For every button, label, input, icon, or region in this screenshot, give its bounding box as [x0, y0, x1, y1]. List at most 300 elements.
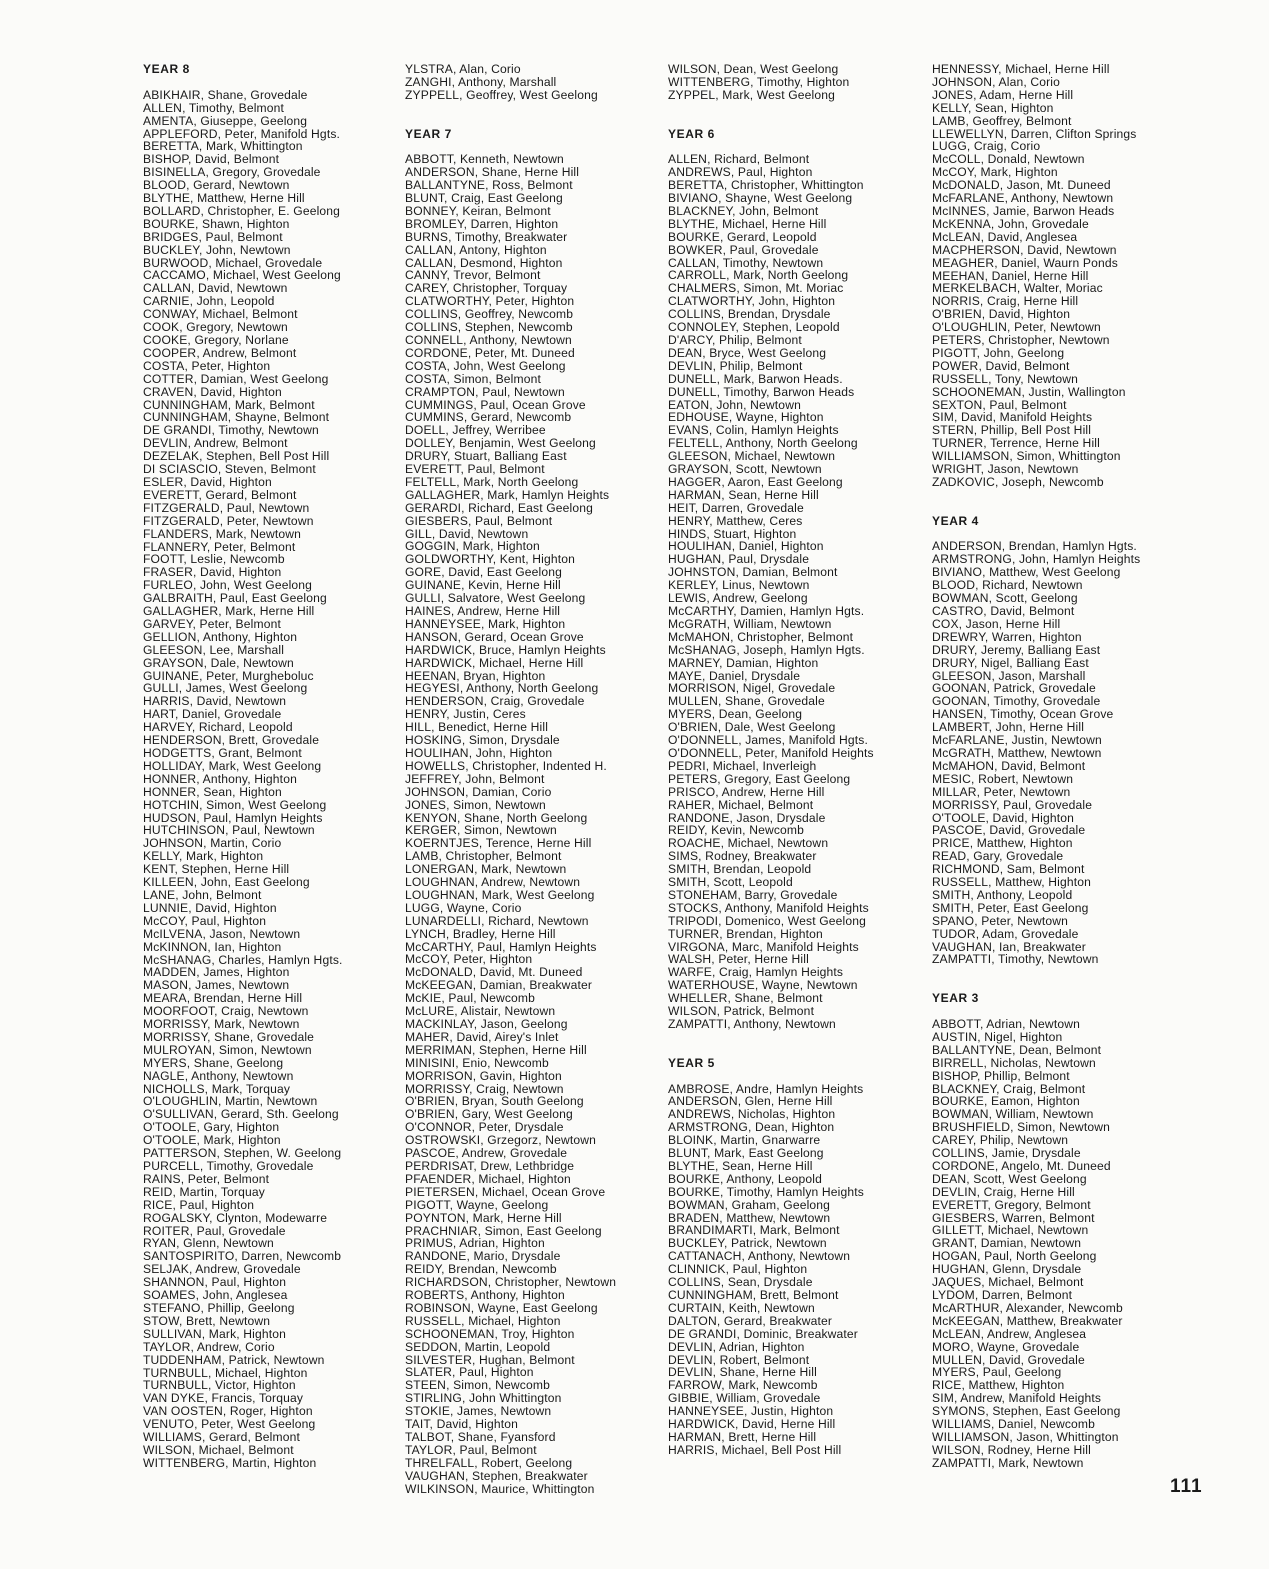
- student-entry: JOHNSTON, Damian, Belmont: [668, 565, 838, 580]
- student-entry: CUMMINS, Gerard, Newcomb: [405, 410, 572, 425]
- student-entry: EDHOUSE, Wayne, Highton: [668, 410, 824, 425]
- student-entry: BUCKLEY, Patrick, Newtown: [668, 1236, 827, 1251]
- student-entry: FRASER, David, Highton: [143, 565, 282, 580]
- student-entry: TALBOT, Shane, Fyansford: [405, 1430, 556, 1445]
- student-entry: JONES, Adam, Herne Hill: [932, 87, 1074, 102]
- student-entry: BOURKE, Shawn, Highton: [143, 216, 290, 231]
- student-entry: McLURE, Alistair, Newtown: [405, 1004, 556, 1019]
- student-entry: CALLAN, Timothy, Newtown: [668, 255, 824, 270]
- student-entry: RICHARDSON, Christopher, Newtown: [405, 1275, 617, 1290]
- student-entry: BOWKER, Paul, Grovedale: [668, 242, 819, 257]
- student-entry: READ, Gary, Grovedale: [932, 849, 1064, 864]
- student-entry: DEZELAK, Stephen, Bell Post Hill: [143, 449, 330, 464]
- student-entry: RUSSELL, Michael, Highton: [405, 1313, 561, 1328]
- student-entry: MERRIMAN, Stephen, Herne Hill: [405, 1042, 587, 1057]
- student-entry: COLLINS, Brendan, Drysdale: [668, 307, 831, 322]
- student-entry: HOULIHAN, John, Highton: [405, 745, 553, 760]
- year-heading: YEAR 7: [405, 126, 452, 141]
- student-entry: BUCKLEY, John, Newtown: [143, 242, 291, 257]
- student-entry: DRURY, Stuart, Balliang East: [405, 449, 567, 464]
- student-entry: WARFE, Craig, Hamlyn Heights: [668, 965, 844, 980]
- student-entry: MORRISON, Gavin, Highton: [405, 1068, 562, 1083]
- student-entry: CORDONE, Angelo, Mt. Duneed: [932, 1158, 1111, 1173]
- student-entry: McINNES, Jamie, Barwon Heads: [932, 203, 1115, 218]
- student-entry: VIRGONA, Marc, Manifold Heights: [668, 939, 859, 954]
- student-entry: HARDWICK, Michael, Herne Hill: [405, 655, 584, 670]
- student-entry: WILLIAMS, Daniel, Newcomb: [932, 1417, 1096, 1432]
- student-entry: GULLI, James, West Geelong: [143, 681, 308, 696]
- student-entry: PURCELL, Timothy, Grovedale: [143, 1159, 314, 1174]
- student-entry: VAUGHAN, Stephen, Breakwater: [405, 1468, 588, 1483]
- student-entry: CANNY, Trevor, Belmont: [405, 268, 541, 283]
- student-entry: MADDEN, James, Highton: [143, 965, 290, 980]
- student-entry: REIDY, Brendan, Newcomb: [405, 1262, 557, 1277]
- student-entry: CHALMERS, Simon, Mt. Moriac: [668, 281, 844, 296]
- student-entry: MACKINLAY, Jason, Geelong: [405, 1017, 568, 1032]
- student-entry: GOGGIN, Mark, Highton: [405, 539, 540, 554]
- student-entry: SYMONS, Stephen, East Geelong: [932, 1404, 1121, 1419]
- student-entry: RUSSELL, Matthew, Highton: [932, 875, 1092, 890]
- student-entry: HOSKING, Simon, Drysdale: [405, 733, 560, 748]
- student-entry: SANTOSPIRITO, Darren, Newcomb: [143, 1249, 342, 1264]
- student-entry: KENT, Stephen, Herne Hill: [143, 862, 290, 877]
- student-entry: MYERS, Dean, Geelong: [668, 707, 803, 722]
- student-entry: MORRISSY, Craig, Newtown: [405, 1081, 564, 1096]
- student-entry: BISINELLA, Gregory, Grovedale: [143, 165, 321, 180]
- student-entry: COSTA, Simon, Belmont: [405, 371, 541, 386]
- student-entry: GORE, David, East Geelong: [405, 565, 563, 580]
- student-entry: DALTON, Gerard, Breakwater: [668, 1313, 833, 1328]
- student-entry: CLATWORTHY, Peter, Highton: [405, 294, 575, 309]
- student-entry: BLYTHE, Matthew, Herne Hill: [143, 191, 305, 206]
- student-entry: WILSON, Rodney, Herne Hill: [932, 1442, 1091, 1457]
- student-entry: SEXTON, Paul, Belmont: [932, 397, 1067, 412]
- student-entry: CONNELL, Anthony, Newtown: [405, 332, 572, 347]
- spacer: [405, 115, 655, 128]
- student-entry: HODGETTS, Grant, Belmont: [143, 746, 302, 761]
- student-entry: JOHNSON, Damian, Corio: [405, 784, 552, 799]
- student-entry: McKEEGAN, Matthew, Breakwater: [932, 1313, 1123, 1328]
- student-entry: HOWELLS, Christopher, Indented H.: [405, 758, 607, 773]
- student-entry: McFARLANE, Justin, Newtown: [932, 733, 1102, 748]
- student-entry: DUNELL, Timothy, Barwon Heads: [668, 384, 855, 399]
- student-entry: CALLAN, Desmond, Highton: [405, 255, 563, 270]
- student-entry: BOURKE, Eamon, Highton: [932, 1094, 1080, 1109]
- student-entry: GLEESON, Jason, Marshall: [932, 668, 1086, 683]
- student-entry: BISHOP, Phillip, Belmont: [932, 1068, 1070, 1083]
- student-entry: LANE, John, Belmont: [143, 887, 262, 902]
- student-entry: NAGLE, Anthony, Newtown: [143, 1068, 294, 1083]
- student-entry: O'BRIEN, Bryan, South Geelong: [405, 1094, 584, 1109]
- student-entry: BOWMAN, William, Newtown: [932, 1107, 1094, 1122]
- student-entry: GALLAGHER, Mark, Hamlyn Heights: [405, 487, 610, 502]
- student-entry: BURWOOD, Michael, Grovedale: [143, 255, 323, 270]
- student-entry: CLINNICK, Paul, Highton: [668, 1262, 808, 1277]
- student-entry: STERN, Phillip, Bell Post Hill: [932, 423, 1092, 438]
- student-entry: SMITH, Brendan, Leopold: [668, 862, 812, 877]
- column-1: [143, 63, 393, 1470]
- student-entry: DEVLIN, Philip, Belmont: [668, 358, 803, 373]
- student-entry: ANDERSON, Shane, Herne Hill: [405, 165, 580, 180]
- student-entry: HANSEN, Timothy, Ocean Grove: [932, 707, 1114, 722]
- student-entry: BERETTA, Mark, Whittington: [143, 139, 303, 154]
- student-entry: GLEESON, Michael, Newtown: [668, 449, 836, 464]
- student-entry: FLANNERY, Peter, Belmont: [143, 539, 296, 554]
- student-entry: COX, Jason, Herne Hill: [932, 616, 1061, 631]
- student-entry: BRANDIMARTI, Mark, Belmont: [668, 1223, 840, 1238]
- student-entry: McDONALD, David, Mt. Duneed: [405, 965, 583, 980]
- column-3: [668, 63, 918, 1457]
- student-entry: DE GRANDI, Timothy, Newtown: [143, 423, 319, 438]
- student-entry: McCARTHY, Paul, Hamlyn Heights: [405, 939, 597, 954]
- student-entry: RANDONE, Jason, Drysdale: [668, 810, 826, 825]
- student-entry: APPLEFORD, Peter, Manifold Hgts.: [143, 126, 341, 141]
- student-entry: ABBOTT, Adrian, Newtown: [932, 1016, 1080, 1031]
- student-entry: WILKINSON, Maurice, Whittington: [405, 1481, 595, 1496]
- student-entry: STEFANO, Phillip, Geelong: [143, 1300, 295, 1315]
- student-entry: McKINNON, Ian, Highton: [143, 939, 282, 954]
- student-entry: VAUGHAN, Ian, Breakwater: [932, 939, 1086, 954]
- student-entry: RICHMOND, Sam, Belmont: [932, 862, 1085, 877]
- student-entry: POWER, David, Belmont: [932, 358, 1070, 373]
- student-entry: TURNBULL, Victor, Highton: [143, 1378, 296, 1393]
- student-entry: MASON, James, Newtown: [143, 978, 290, 993]
- student-entry: CUNNINGHAM, Brett, Belmont: [668, 1288, 839, 1302]
- student-entry: NICHOLLS, Mark, Torquay: [143, 1081, 291, 1096]
- student-entry: CALLAN, David, Newtown: [143, 281, 288, 296]
- student-entry: BLUNT, Craig, East Geelong: [405, 191, 563, 206]
- student-entry: WITTENBERG, Timothy, Highton: [668, 74, 850, 89]
- student-entry: TAIT, David, Highton: [405, 1417, 519, 1432]
- student-entry: LYDOM, Darren, Belmont: [932, 1288, 1073, 1302]
- student-entry: LAMB, Christopher, Belmont: [405, 849, 562, 864]
- student-entry: ANDREWS, Nicholas, Highton: [668, 1107, 836, 1122]
- student-entry: McMAHON, David, Belmont: [932, 758, 1086, 773]
- page-number: 111: [1170, 1476, 1203, 1497]
- student-entry: BLYTHE, Sean, Herne Hill: [668, 1158, 813, 1173]
- student-entry: GOONAN, Timothy, Grovedale: [932, 694, 1101, 709]
- student-entry: CATTANACH, Anthony, Newtown: [668, 1249, 851, 1264]
- student-entry: COTTER, Damian, West Geelong: [143, 371, 329, 386]
- student-entry: McKEEGAN, Damian, Breakwater: [405, 978, 593, 993]
- student-entry: LYNCH, Bradley, Herne Hill: [405, 926, 556, 941]
- student-entry: SHANNON, Paul, Highton: [143, 1275, 287, 1290]
- student-entry: GIBBIE, William, Grovedale: [668, 1391, 821, 1406]
- year-heading: YEAR 4: [932, 513, 979, 528]
- student-entry: NORRIS, Craig, Herne Hill: [932, 294, 1079, 309]
- student-entry: LOUGHNAN, Andrew, Newtown: [405, 875, 581, 890]
- student-entry: MAYE, Daniel, Drysdale: [668, 668, 801, 683]
- spacer: [932, 489, 1182, 502]
- student-entry: McCOY, Paul, Highton: [143, 913, 267, 928]
- student-entry: POYNTON, Mark, Herne Hill: [405, 1210, 562, 1225]
- student-entry: SMITH, Peter, East Geelong: [932, 900, 1089, 915]
- student-entry: HANSON, Gerard, Ocean Grove: [405, 629, 584, 644]
- student-entry: LEWIS, Andrew, Geelong: [668, 591, 808, 606]
- student-entry: BLYTHE, Michael, Herne Hill: [668, 216, 827, 231]
- student-entry: BOURKE, Gerard, Leopold: [668, 229, 817, 244]
- student-entry: HOULIHAN, Daniel, Highton: [668, 539, 824, 554]
- student-entry: GOONAN, Patrick, Grovedale: [932, 681, 1096, 696]
- student-entry: COOPER, Andrew, Belmont: [143, 345, 297, 360]
- student-entry: MOORFOOT, Craig, Newtown: [143, 1004, 309, 1019]
- student-entry: PRACHNIAR, Simon, East Geelong: [405, 1223, 602, 1238]
- student-entry: BALLANTYNE, Dean, Belmont: [932, 1042, 1102, 1057]
- student-entry: BROMLEY, Darren, Highton: [405, 216, 559, 231]
- student-entry: BRADEN, Matthew, Newtown: [668, 1210, 831, 1225]
- student-entry: CONNOLEY, Stephen, Leopold: [668, 320, 840, 335]
- student-entry: GELLION, Anthony, Highton: [143, 629, 298, 644]
- student-entry: PIGOTT, Wayne, Geelong: [405, 1197, 549, 1212]
- student-entry: TUDDENHAM, Patrick, Newtown: [143, 1352, 325, 1367]
- student-entry: COOKE, Gregory, Norlane: [143, 333, 289, 348]
- student-entry: CACCAMO, Michael, West Geelong: [143, 268, 341, 283]
- student-entry: DEAN, Bryce, West Geelong: [668, 345, 827, 360]
- student-entry: STOW, Brett, Newtown: [143, 1313, 271, 1328]
- student-entry: CAREY, Christopher, Torquay: [405, 281, 568, 296]
- student-entry: BISHOP, David, Belmont: [143, 152, 280, 167]
- student-entry: ALLEN, Richard, Belmont: [668, 152, 810, 167]
- spacer: [668, 1031, 918, 1044]
- student-entry: KENYON, Shane, North Geelong: [405, 810, 588, 825]
- student-entry: McCARTHY, Damien, Hamlyn Hgts.: [668, 604, 865, 619]
- student-entry: SIM, Andrew, Manifold Heights: [932, 1391, 1102, 1406]
- student-entry: ZYPPELL, Geoffrey, West Geelong: [405, 87, 598, 102]
- student-entry: FITZGERALD, Paul, Newtown: [143, 500, 310, 515]
- student-entry: MEARA, Brendan, Herne Hill: [143, 991, 303, 1006]
- student-entry: HARRIS, David, Newtown: [143, 694, 287, 709]
- student-entry: BOURKE, Anthony, Leopold: [668, 1171, 822, 1186]
- student-entry: BLACKNEY, John, Belmont: [668, 203, 819, 218]
- student-entry: COLLINS, Stephen, Newcomb: [405, 320, 573, 335]
- student-entry: MYERS, Paul, Geelong: [932, 1365, 1062, 1380]
- student-entry: STONEHAM, Barry, Grovedale: [668, 887, 838, 902]
- student-entry: MERKELBACH, Walter, Moriac: [932, 281, 1103, 296]
- student-entry: McCOLL, Donald, Newtown: [932, 152, 1085, 167]
- student-entry: MORRISSY, Paul, Grovedale: [932, 797, 1093, 812]
- student-entry: MEAGHER, Daniel, Waurn Ponds: [932, 255, 1118, 270]
- student-entry: WRIGHT, Jason, Newtown: [932, 462, 1079, 477]
- student-entry: HUGHAN, Glenn, Drysdale: [932, 1262, 1082, 1277]
- student-entry: BALLANTYNE, Ross, Belmont: [405, 178, 573, 193]
- student-entry: LUNARDELLI, Richard, Newtown: [405, 913, 589, 928]
- student-entry: McILVENA, Jason, Newtown: [143, 926, 301, 941]
- student-entry: WILLIAMS, Gerard, Belmont: [143, 1430, 300, 1445]
- student-entry: McFARLANE, Anthony, Newtown: [932, 191, 1114, 206]
- student-entry: McARTHUR, Alexander, Newcomb: [932, 1300, 1123, 1315]
- student-entry: HOTCHIN, Simon, West Geelong: [143, 797, 327, 812]
- student-entry: SULLIVAN, Mark, Highton: [143, 1326, 287, 1341]
- student-entry: HILL, Benedict, Herne Hill: [405, 720, 549, 735]
- student-entry: MILLAR, Peter, Newtown: [932, 784, 1071, 799]
- student-entry: BOURKE, Timothy, Hamlyn Heights: [668, 1184, 864, 1199]
- student-entry: GARVEY, Peter, Belmont: [143, 616, 281, 631]
- student-entry: ZAMPATTI, Timothy, Newtown: [932, 952, 1099, 967]
- student-entry: HENDERSON, Craig, Grovedale: [405, 694, 585, 709]
- student-entry: WATERHOUSE, Wayne, Newtown: [668, 978, 858, 993]
- student-entry: BURNS, Timothy, Breakwater: [405, 229, 568, 244]
- student-entry: HANNEYSEE, Mark, Highton: [405, 616, 566, 631]
- student-entry: McCOY, Peter, Highton: [405, 952, 533, 967]
- student-entry: AMBROSE, Andre, Hamlyn Heights: [668, 1081, 864, 1096]
- student-entry: HENRY, Matthew, Ceres: [668, 513, 803, 528]
- student-entry: ALLEN, Timothy, Belmont: [143, 100, 285, 115]
- student-entry: HEENAN, Bryan, Highton: [405, 668, 546, 683]
- student-entry: BIRRELL, Nicholas, Newtown: [932, 1055, 1096, 1070]
- student-entry: HARDWICK, Bruce, Hamlyn Heights: [405, 642, 606, 657]
- student-entry: CORDONE, Peter, Mt. Duneed: [405, 345, 575, 360]
- spacer: [932, 966, 1182, 979]
- student-entry: HUDSON, Paul, Hamlyn Heights: [143, 810, 323, 825]
- student-entry: COOK, Gregory, Newtown: [143, 320, 288, 335]
- student-entry: DOLLEY, Benjamin, West Geelong: [405, 436, 596, 451]
- student-entry: ROACHE, Michael, Newtown: [668, 836, 829, 851]
- student-entry: HOLLIDAY, Mark, West Geelong: [143, 758, 322, 773]
- student-entry: ARMSTRONG, John, Hamlyn Heights: [932, 552, 1141, 567]
- student-entry: BERETTA, Christopher, Whittington: [668, 178, 864, 193]
- student-entry: FELTELL, Anthony, North Geelong: [668, 436, 858, 451]
- student-entry: KELLY, Mark, Highton: [143, 849, 264, 864]
- student-entry: JONES, Simon, Newtown: [405, 797, 546, 812]
- student-entry: SOAMES, John, Anglesea: [143, 1288, 288, 1303]
- student-entry: CRAMPTON, Paul, Newtown: [405, 384, 565, 399]
- student-entry: TURNER, Brendan, Highton: [668, 926, 823, 941]
- student-entry: VAN OOSTEN, Roger, Highton: [143, 1404, 313, 1419]
- student-entry: CURTAIN, Keith, Newtown: [668, 1300, 815, 1315]
- student-entry: SIMS, Rodney, Breakwater: [668, 849, 817, 864]
- student-entry: ROBINSON, Wayne, East Geelong: [405, 1300, 598, 1315]
- student-entry: O'TOOLE, David, Highton: [932, 810, 1074, 825]
- student-entry: HONNER, Anthony, Highton: [143, 771, 297, 786]
- student-entry: CALLAN, Antony, Highton: [405, 242, 547, 257]
- student-entry: McLEAN, David, Anglesea: [932, 229, 1078, 244]
- student-entry: PETERS, Christopher, Newtown: [932, 333, 1110, 348]
- student-entry: HONNER, Sean, Highton: [143, 784, 282, 799]
- student-entry: MORRISSY, Shane, Grovedale: [143, 1029, 315, 1044]
- student-entry: AUSTIN, Nigel, Highton: [932, 1029, 1063, 1044]
- student-entry: McKENNA, John, Grovedale: [932, 216, 1089, 231]
- student-entry: McSHANAG, Joseph, Hamlyn Hgts.: [668, 642, 865, 657]
- student-entry: WALSH, Peter, Herne Hill: [668, 952, 809, 967]
- student-entry: GIESBERS, Warren, Belmont: [932, 1210, 1095, 1225]
- student-entry: GUINANE, Kevin, Herne Hill: [405, 578, 561, 593]
- student-entry: COLLINS, Jamie, Drysdale: [932, 1146, 1081, 1161]
- student-entry: DI SCIASCIO, Steven, Belmont: [143, 462, 316, 477]
- student-entry: RUSSELL, Tony, Newtown: [932, 371, 1079, 386]
- column-4: [932, 63, 1182, 1470]
- student-entry: FITZGERALD, Peter, Newtown: [143, 513, 314, 528]
- year-heading: YEAR 3: [932, 991, 979, 1006]
- student-entry: MINISINI, Enio, Newcomb: [405, 1055, 549, 1070]
- student-entry: REID, Martin, Torquay: [143, 1184, 265, 1199]
- student-entry: SPANO, Peter, Newtown: [932, 913, 1069, 928]
- student-entry: JOHNSON, Alan, Corio: [932, 74, 1061, 89]
- student-entry: CASTRO, David, Belmont: [932, 604, 1075, 619]
- student-entry: COLLINS, Geoffrey, Newcomb: [405, 307, 574, 322]
- student-entry: HARMAN, Sean, Herne Hill: [668, 487, 819, 502]
- student-entry: WILSON, Michael, Belmont: [143, 1442, 294, 1457]
- student-entry: KILLEEN, John, East Geelong: [143, 875, 310, 890]
- student-entry: COSTA, John, West Geelong: [405, 358, 566, 373]
- student-entry: TRIPODI, Domenico, West Geelong: [668, 913, 866, 928]
- student-entry: ABBOTT, Kenneth, Newtown: [405, 152, 564, 167]
- student-entry: EVERETT, Gerard, Belmont: [143, 487, 297, 502]
- student-entry: LLEWELLYN, Darren, Clifton Springs: [932, 126, 1137, 141]
- student-entry: McSHANAG, Charles, Hamlyn Hgts.: [143, 952, 343, 967]
- student-entry: ESLER, David, Highton: [143, 474, 272, 489]
- student-entry: MEEHAN, Daniel, Herne Hill: [932, 268, 1089, 283]
- student-entry: McGRATH, Matthew, Newtown: [932, 745, 1102, 760]
- student-entry: SCHOONEMAN, Justin, Wallington: [932, 384, 1126, 399]
- student-entry: BLOOD, Gerard, Newtown: [143, 178, 290, 193]
- student-entry: STOCKS, Anthony, Manifold Heights: [668, 900, 869, 915]
- year-heading: YEAR 5: [668, 1055, 715, 1070]
- student-entry: GALBRAITH, Paul, East Geelong: [143, 591, 327, 606]
- student-entry: GUINANE, Peter, Murgheboluc: [143, 668, 314, 683]
- student-entry: EVERETT, Paul, Belmont: [405, 462, 545, 477]
- student-entry: COSTA, Peter, Highton: [143, 358, 271, 373]
- student-entry: LUGG, Craig, Corio: [932, 139, 1041, 154]
- student-entry: JEFFREY, John, Belmont: [405, 771, 545, 786]
- year-heading: YEAR 8: [143, 62, 190, 76]
- student-entry: GRAYSON, Scott, Newtown: [668, 462, 822, 477]
- student-entry: HUTCHINSON, Paul, Newtown: [143, 823, 315, 838]
- student-entry: ANDERSON, Glen, Herne Hill: [668, 1094, 833, 1109]
- student-entry: EATON, John, Newtown: [668, 397, 801, 412]
- student-entry: MULLEN, David, Grovedale: [932, 1352, 1085, 1367]
- student-entry: ZANGHI, Anthony, Marshall: [405, 74, 557, 89]
- student-entry: GILLETT, Michael, Newtown: [932, 1223, 1089, 1238]
- student-entry: CARROLL, Mark, North Geelong: [668, 268, 849, 283]
- student-entry: COLLINS, Sean, Drysdale: [668, 1275, 813, 1290]
- student-entry: O'TOOLE, Mark, Highton: [143, 1133, 281, 1148]
- student-entry: O'SULLIVAN, Gerard, Sth. Geelong: [143, 1107, 339, 1122]
- student-entry: DEVLIN, Craig, Herne Hill: [932, 1184, 1075, 1199]
- student-entry: DREWRY, Warren, Highton: [932, 629, 1082, 644]
- student-entry: GOLDWORTHY, Kent, Highton: [405, 552, 575, 567]
- year-heading: YEAR 6: [668, 126, 715, 141]
- student-entry: RANDONE, Mario, Drysdale: [405, 1249, 561, 1264]
- student-entry: MACPHERSON, David, Newtown: [932, 242, 1117, 257]
- student-entry: CONWAY, Michael, Belmont: [143, 307, 298, 322]
- spacer: [668, 102, 918, 115]
- student-entry: ZAMPATTI, Mark, Newtown: [932, 1455, 1084, 1470]
- student-entry: PASCOE, Andrew, Grovedale: [405, 1146, 568, 1161]
- student-entry: GLEESON, Lee, Marshall: [143, 642, 285, 657]
- student-entry: LOUGHNAN, Mark, West Geelong: [405, 887, 595, 902]
- student-entry: BONNEY, Keiran, Belmont: [405, 203, 551, 218]
- student-entry: VENUTO, Peter, West Geelong: [143, 1417, 316, 1432]
- student-entry: THRELFALL, Robert, Geelong: [405, 1455, 573, 1470]
- student-entry: ROITER, Paul, Grovedale: [143, 1223, 286, 1238]
- student-entry: ZADKOVIC, Joseph, Newcomb: [932, 475, 1104, 489]
- student-entry: RICE, Paul, Highton: [143, 1197, 255, 1212]
- student-entry: McGRATH, William, Newtown: [668, 616, 832, 631]
- student-entry: FLANDERS, Mark, Newtown: [143, 526, 302, 541]
- student-entry: MULLEN, Shane, Grovedale: [668, 694, 825, 709]
- student-entry: SEDDON, Martin, Leopold: [405, 1339, 551, 1354]
- student-entry: MYERS, Shane, Geelong: [143, 1055, 284, 1070]
- student-entry: ROGALSKY, Clynton, Modewarre: [143, 1210, 328, 1225]
- student-entry: LUNNIE, David, Highton: [143, 900, 277, 915]
- student-entry: CUNNINGHAM, Shayne, Belmont: [143, 410, 330, 425]
- student-entry: YLSTRA, Alan, Corio: [405, 62, 521, 76]
- student-entry: MESIC, Robert, Newtown: [932, 771, 1074, 786]
- student-entry: LUGG, Wayne, Corio: [405, 900, 522, 915]
- student-entry: BIVIANO, Matthew, West Geelong: [932, 565, 1121, 580]
- student-entry: DEVLIN, Adrian, Highton: [668, 1339, 805, 1354]
- student-entry: McKIE, Paul, Newcomb: [405, 991, 536, 1006]
